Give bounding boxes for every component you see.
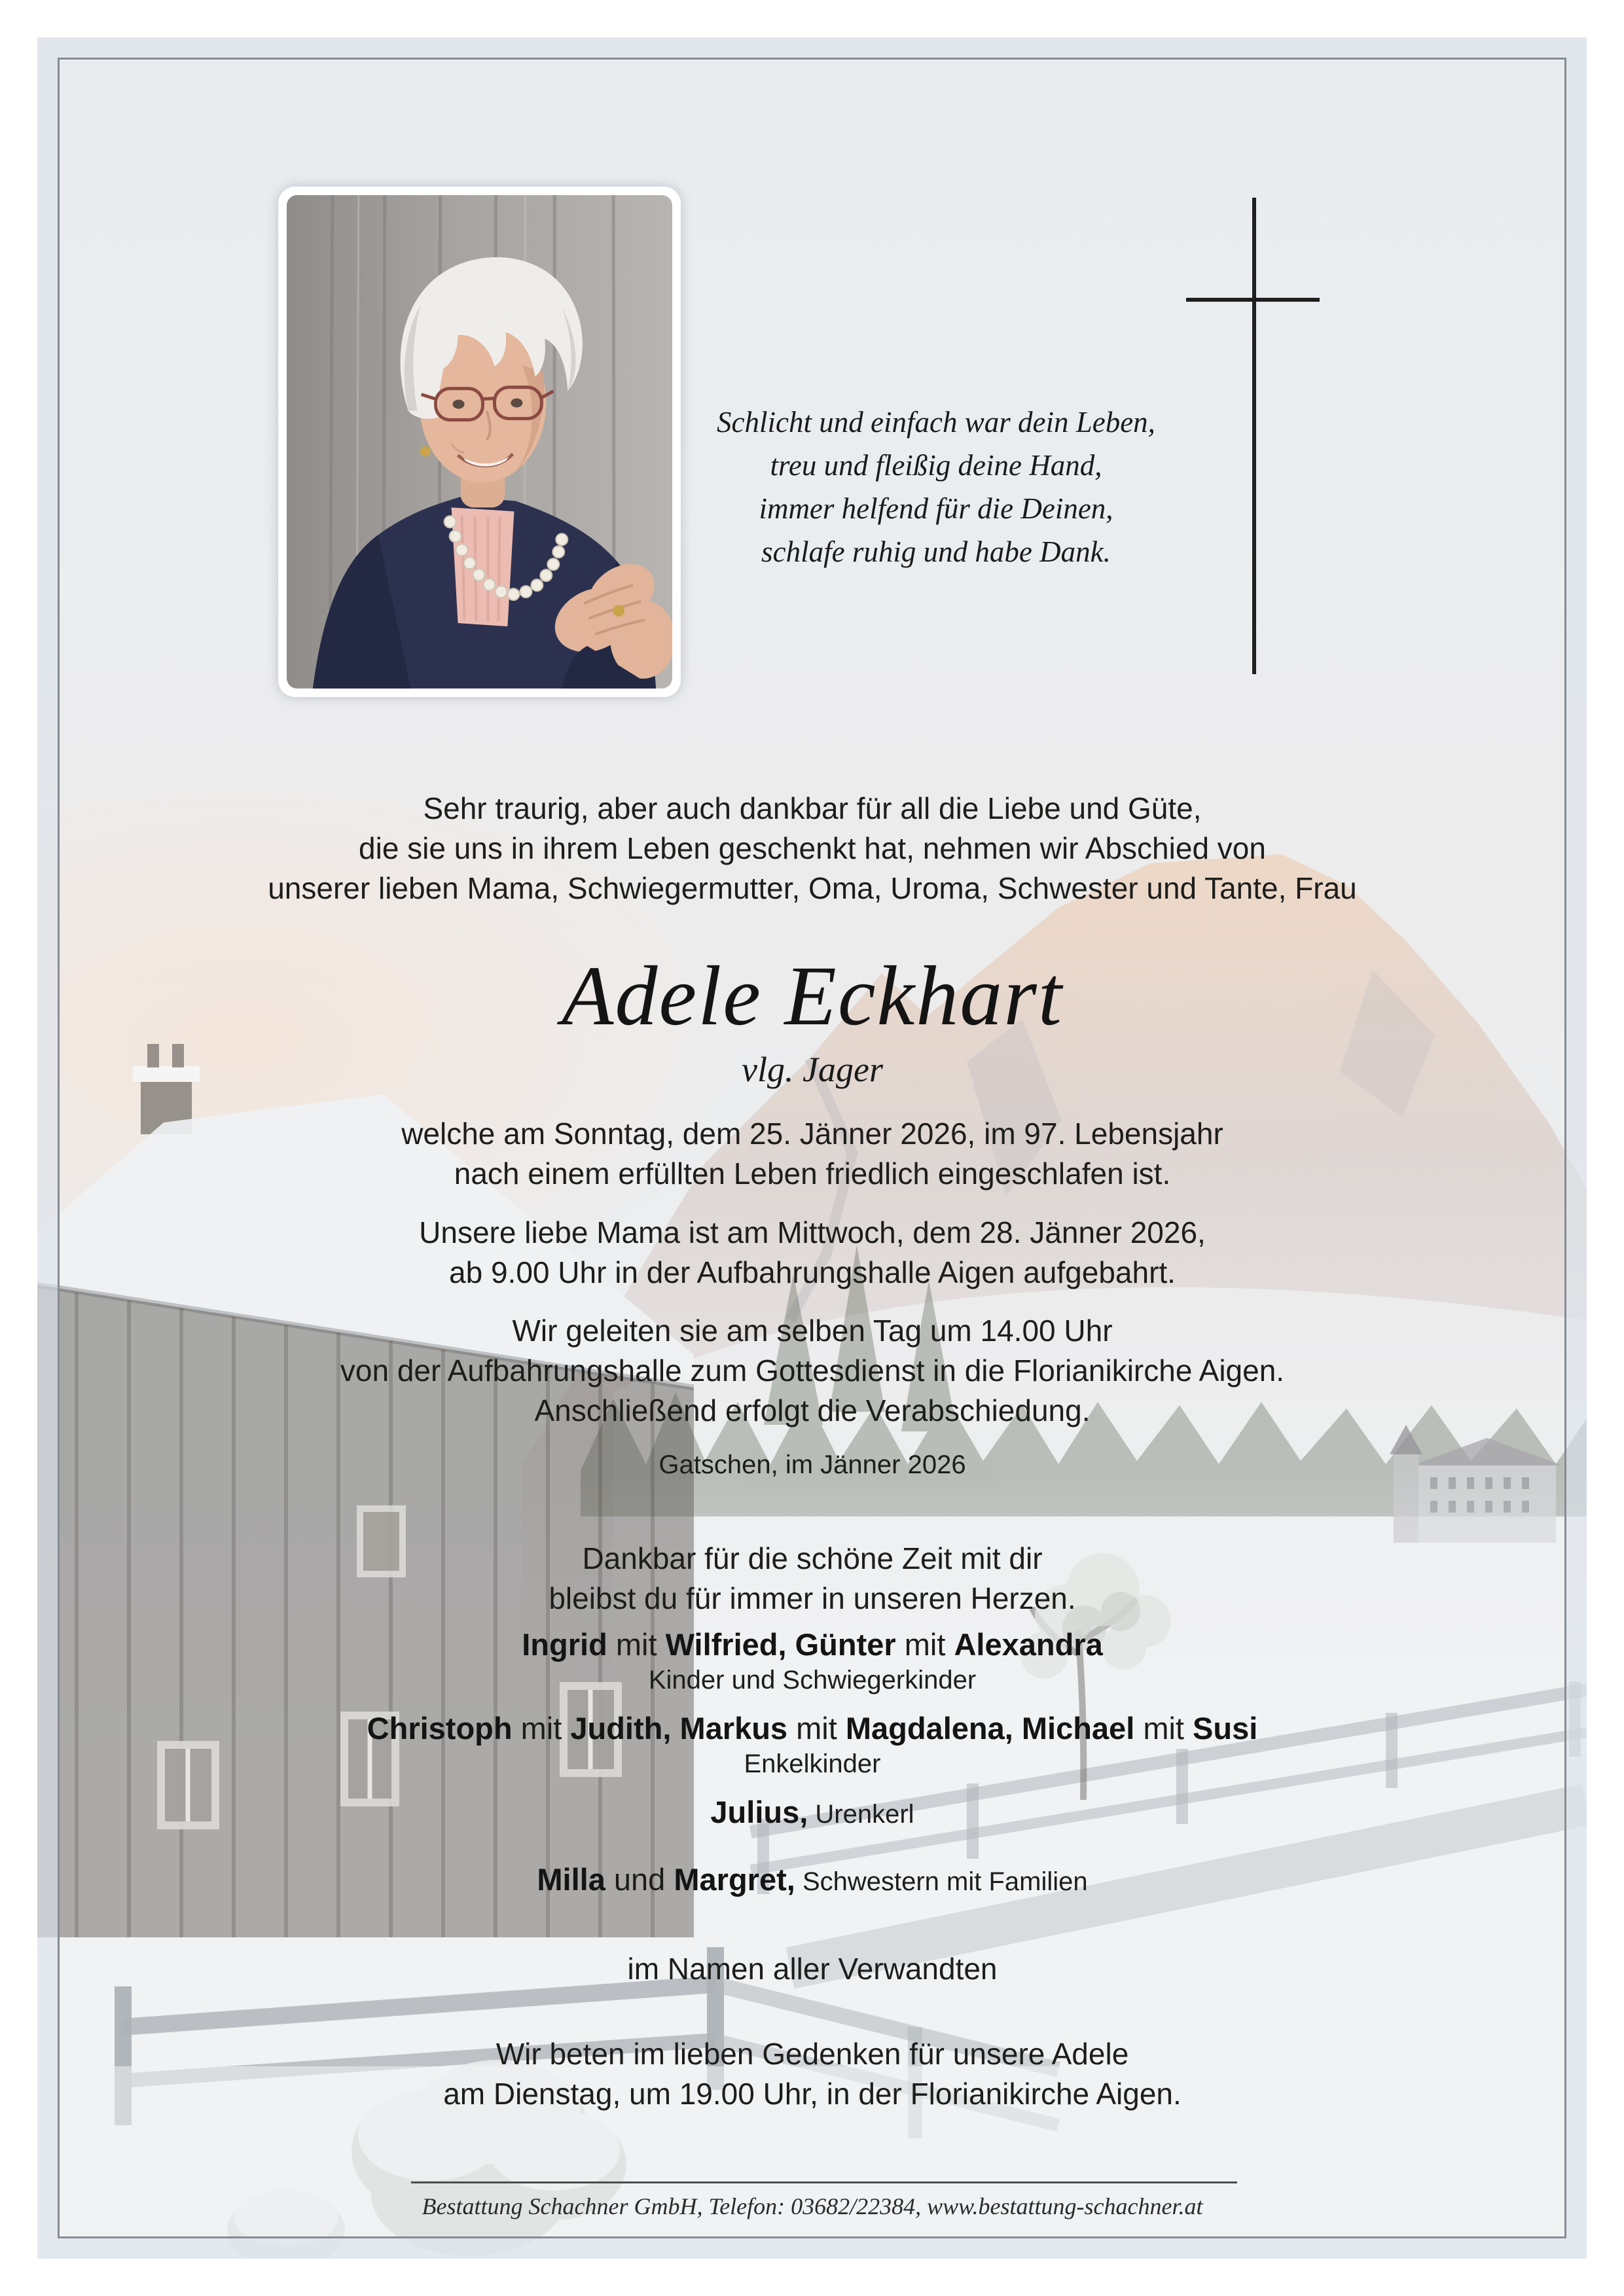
family-name-segment: Markus xyxy=(679,1711,788,1746)
laying-out-line: Unsere liebe Mama ist am Mittwoch, dem 28. Jänner 2026, xyxy=(419,1215,1206,1249)
procession-line: Anschließend erfolgt die Verabschiedung. xyxy=(534,1393,1091,1427)
family-row xyxy=(60,1626,1565,1663)
procession-line: von der Aufbahrungshalle zum Gottesdienst in die Florianikirche Aigen. xyxy=(340,1354,1285,1388)
family-name-segment: mit xyxy=(1134,1711,1193,1746)
funeral-home-footer: Bestattung Schachner GmbH, Telefon: 03682/22384, www.bestattung-schachner.at xyxy=(422,2193,1203,2219)
deceased-name: Adele Eckhart xyxy=(562,949,1063,1043)
cross-icon xyxy=(1252,198,1256,674)
intro-line: unserer lieben Mama, Schwiegermutter, Oma, Uroma, Schwester und Tante, Frau xyxy=(268,871,1357,905)
cross-icon-bar xyxy=(1186,298,1320,302)
family-name-segment: Margret, xyxy=(674,1862,795,1897)
verse-line: Schlicht und einfach war dein Leben, xyxy=(717,406,1155,439)
family-name-segment xyxy=(1013,1711,1022,1746)
family-name-segment: Julius, xyxy=(710,1795,808,1829)
family-name-segment: Wilfried, xyxy=(665,1627,787,1662)
intro-paragraph xyxy=(60,789,1565,908)
family-name-segment: Judith, xyxy=(570,1711,672,1746)
family-name-segment: und xyxy=(605,1862,674,1897)
footer-divider xyxy=(411,2181,1237,2183)
portrait-photo xyxy=(287,195,672,689)
memorial-verse xyxy=(674,401,1198,573)
family-name-segment: mit xyxy=(607,1627,666,1662)
family-name-segment: Christoph xyxy=(367,1711,513,1746)
farewell-line: bleibst du für immer in unseren Herzen. xyxy=(549,1581,1076,1615)
laying-out-line: ab 9.00 Uhr in der Aufbahrungshalle Aigen aufgebahrt. xyxy=(449,1255,1176,1289)
family-role-label: Enkelkinder xyxy=(744,1749,881,1778)
farewell-verse xyxy=(60,1539,1565,1619)
family-name-segment: Günter xyxy=(795,1627,896,1662)
family-closing: im Namen aller Verwandten xyxy=(627,1952,998,1986)
procession-line: Wir geleiten sie am selben Tag um 14.00 Uhr xyxy=(512,1314,1113,1348)
family-name-segment: Susi xyxy=(1193,1711,1258,1746)
family-name-segment: Alexandra xyxy=(954,1627,1103,1662)
deceased-vulgo-name: vlg. Jager xyxy=(742,1050,883,1089)
portrait-photo-frame xyxy=(278,187,681,697)
intro-line: Sehr traurig, aber auch dankbar für all die Liebe und Güte, xyxy=(423,791,1202,825)
family-name-segment: Schwestern mit Familien xyxy=(795,1867,1088,1896)
memorial-mass-line: am Dienstag, um 19.00 Uhr, in der Florianikirche Aigen. xyxy=(443,2077,1182,2111)
family-rows xyxy=(60,1626,1565,1929)
family-name-segment: Michael xyxy=(1021,1711,1135,1746)
family-name-segment: Milla xyxy=(537,1862,605,1897)
family-name-segment: mit xyxy=(787,1711,846,1746)
family-name-segment: mit xyxy=(512,1711,571,1746)
memorial-mass-line: Wir beten im lieben Gedenken für unsere Adele xyxy=(496,2037,1129,2071)
family-name-segment: mit xyxy=(895,1627,954,1662)
intro-line: die sie uns in ihrem Leben geschenkt hat, nehmen wir Abschied von xyxy=(359,831,1266,865)
laying-out-paragraph xyxy=(60,1213,1565,1293)
passing-line: nach einem erfüllten Leben friedlich eingeschlafen ist. xyxy=(454,1157,1171,1191)
family-name-segment: Urenkerl xyxy=(808,1800,914,1829)
family-row xyxy=(60,1710,1565,1747)
family-role-label: Kinder und Schwiegerkinder xyxy=(648,1666,977,1695)
passing-line: welche am Sonntag, dem 25. Jänner 2026, im 97. Lebensjahr xyxy=(401,1117,1223,1151)
family-name-segment: Magdalena, xyxy=(845,1711,1013,1746)
passing-paragraph xyxy=(60,1114,1565,1194)
farewell-line: Dankbar für die schöne Zeit mit dir xyxy=(582,1541,1043,1575)
family-row xyxy=(60,1794,1565,1833)
memorial-mass-paragraph xyxy=(60,2034,1565,2114)
funeral-procession-paragraph xyxy=(60,1311,1565,1431)
family-name-segment xyxy=(671,1711,679,1746)
memorial-card xyxy=(37,37,1587,2259)
family-name-segment: Ingrid xyxy=(522,1627,607,1662)
verse-line: schlafe ruhig und habe Dank. xyxy=(761,535,1111,568)
verse-line: treu und fleißig deine Hand, xyxy=(770,449,1102,482)
place-and-date: Gatschen, im Jänner 2026 xyxy=(659,1450,966,1479)
verse-line: immer helfend für die Deinen, xyxy=(759,492,1113,525)
family-row xyxy=(60,1861,1565,1900)
family-name-segment xyxy=(787,1627,795,1662)
